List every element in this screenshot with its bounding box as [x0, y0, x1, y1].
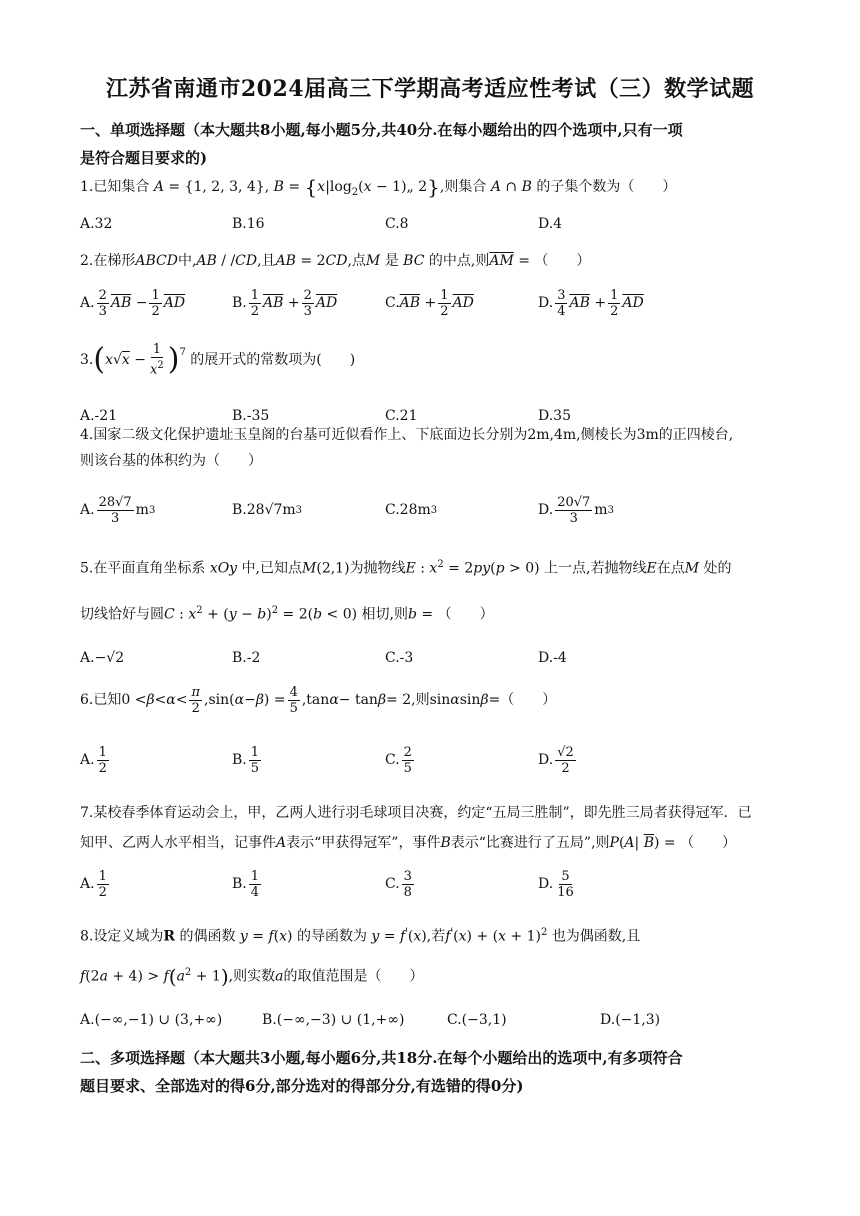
option-d[interactable]: D. $\frac{20√7}{3}$ m 3	[538, 494, 614, 526]
option-b[interactable]: B.-2	[232, 650, 261, 666]
option-c[interactable]: C.21	[385, 408, 418, 424]
question-6-options	[80, 742, 800, 778]
page-title: 江苏省南通市2024届高三下学期高考适应性考试（三）数学试题	[105, 76, 755, 102]
option-a[interactable]: A. $\frac{1}{2}$	[80, 868, 107, 900]
option-b[interactable]: B. (−∞,−3) ∪ (1,+∞)	[262, 1012, 405, 1028]
option-c[interactable]: C. 28m 3	[385, 502, 438, 518]
option-c[interactable]: C. (−3,1)	[447, 1012, 507, 1028]
option-d[interactable]: D. $\frac{√2}{2}$	[538, 744, 574, 776]
question-4-options	[80, 492, 800, 528]
question-8: 8.设定义域为R 的偶函数 y = f(x) 的导函数为 y = f'(x),若$f'(x) + (x + 1)^2$ 也为偶函数,且	[80, 927, 641, 945]
option-d[interactable]: D.4	[538, 216, 563, 232]
option-b[interactable]: B. $\frac{1}{2}$ $\overline{AB}$ + $\frac{2}{3}$ $\overline{AD}$	[232, 287, 338, 319]
option-b[interactable]: B. 28√7m 3	[232, 502, 303, 518]
question-8-options	[80, 1002, 800, 1038]
option-a[interactable]: A. $\frac{28√7}{3}$ m 3	[80, 494, 156, 526]
option-b[interactable]: B.-35	[232, 408, 270, 424]
question-2-options	[80, 285, 800, 321]
option-c[interactable]: C.8	[385, 216, 409, 232]
option-b[interactable]: B. $\frac{1}{5}$	[232, 744, 260, 776]
option-d[interactable]: D. (−1,3)	[600, 1012, 661, 1028]
question-6: 6.已知 0 < β < α < $\frac{\pi}{2}$ ,sin( α − β ) = $\frac{4}{5}$ ,tan α − tan β = 2 ,则 sin α sin β = （ ）	[80, 684, 557, 716]
option-b[interactable]: B. $\frac{1}{4}$	[232, 868, 260, 900]
question-7-options	[80, 866, 800, 902]
option-c[interactable]: C. $\frac{2}{5}$	[385, 744, 412, 776]
option-d[interactable]: D. $\frac{5}{16}$	[538, 868, 574, 900]
question-2: 2.在梯形ABCD中,AB / /CD,且AB = 2CD,点M 是 BC 的中点,则$\overline{AM}$ = （ ）	[80, 253, 591, 269]
question-5: 5.在平面直角坐标系 xOy 中,已知点M(2,1)为抛物线E : $x^2 = 2py(p > 0)$ 上一点,若抛物线E在点M 处的	[80, 559, 732, 577]
option-c[interactable]: C. $\frac{3}{8}$	[385, 868, 412, 900]
question-3: 3. ( x √ x − $\frac{1}{x^2}$ ) $^7$ 的展开式的常数项为( )	[80, 342, 356, 378]
question-8-line2: $f(2a + 4) > f(a^2 + 1)$,则实数a的取值范围是（ ）	[80, 964, 424, 989]
question-7: 7.某校春季体育运动会上，甲，乙两人进行羽毛球项目决赛，约定“五局三胜制”，即先胜三局者获得冠军．已 知甲、乙两人水平相当，记事件A表示“甲获得冠军”，事件B表示“比赛进行了五局”,则P(A| $\overline{B}$) = （ ）	[80, 805, 752, 851]
section1-heading: 一、单项选择题（本大题共8小题,每小题5分,共40分.在每小题给出的四个选项中,只有一项 是符合题目要求的)	[80, 121, 683, 167]
option-a[interactable]: A. (−∞,−1) ∪ (3,+∞)	[80, 1012, 223, 1028]
question-1-options	[80, 206, 800, 242]
option-a[interactable]: A. $\frac{2}{3}$ $\overline{AB}$ − $\frac{1}{2}$ $\overline{AD}$	[80, 287, 186, 319]
section2-heading: 二、多项选择题（本大题共3小题,每小题6分,共18分.在每个小题给出的选项中,有多项符合 题目要求、全部选对的得6分,部分选对的得部分分,有选错的得0分)	[80, 1049, 683, 1095]
option-b[interactable]: B.16	[232, 216, 265, 232]
question-4: 4.国家二级文化保护遗址玉皇阁的台基可近似看作上、下底面边长分别为2m,4m,侧棱长为3m的正四棱台, 则该台基的体积约为（ ）	[80, 427, 734, 469]
question-5-line2: 切线恰好与圆C : $x^2 + (y - b)^2 = 2(b < 0)$ 相切,则b = （ ）	[80, 605, 494, 623]
question-1: 1.已知集合 A = {1, 2, 3, 4}, $B = \{x|\log_2(x$ − 1)„ 2},则集合 A ∩ B 的子集个数为（ ）	[80, 175, 677, 199]
option-d[interactable]: D.35	[538, 408, 571, 424]
option-a[interactable]: A. $\frac{1}{2}$	[80, 744, 107, 776]
option-c[interactable]: C.-3	[385, 650, 414, 666]
option-d[interactable]: D.-4	[538, 650, 567, 666]
option-d[interactable]: D. $\frac{3}{4}$ $\overline{AB}$ + $\frac{1}{2}$ $\overline{AD}$	[538, 287, 644, 319]
option-a[interactable]: A.32	[80, 216, 113, 232]
option-a[interactable]: A. −√2	[80, 650, 125, 666]
option-a[interactable]: A.-21	[80, 408, 118, 424]
option-c[interactable]: C. $\overline{AB}$ + $\frac{1}{2}$ $\overline{AD}$	[385, 287, 474, 319]
question-5-options	[80, 640, 800, 676]
